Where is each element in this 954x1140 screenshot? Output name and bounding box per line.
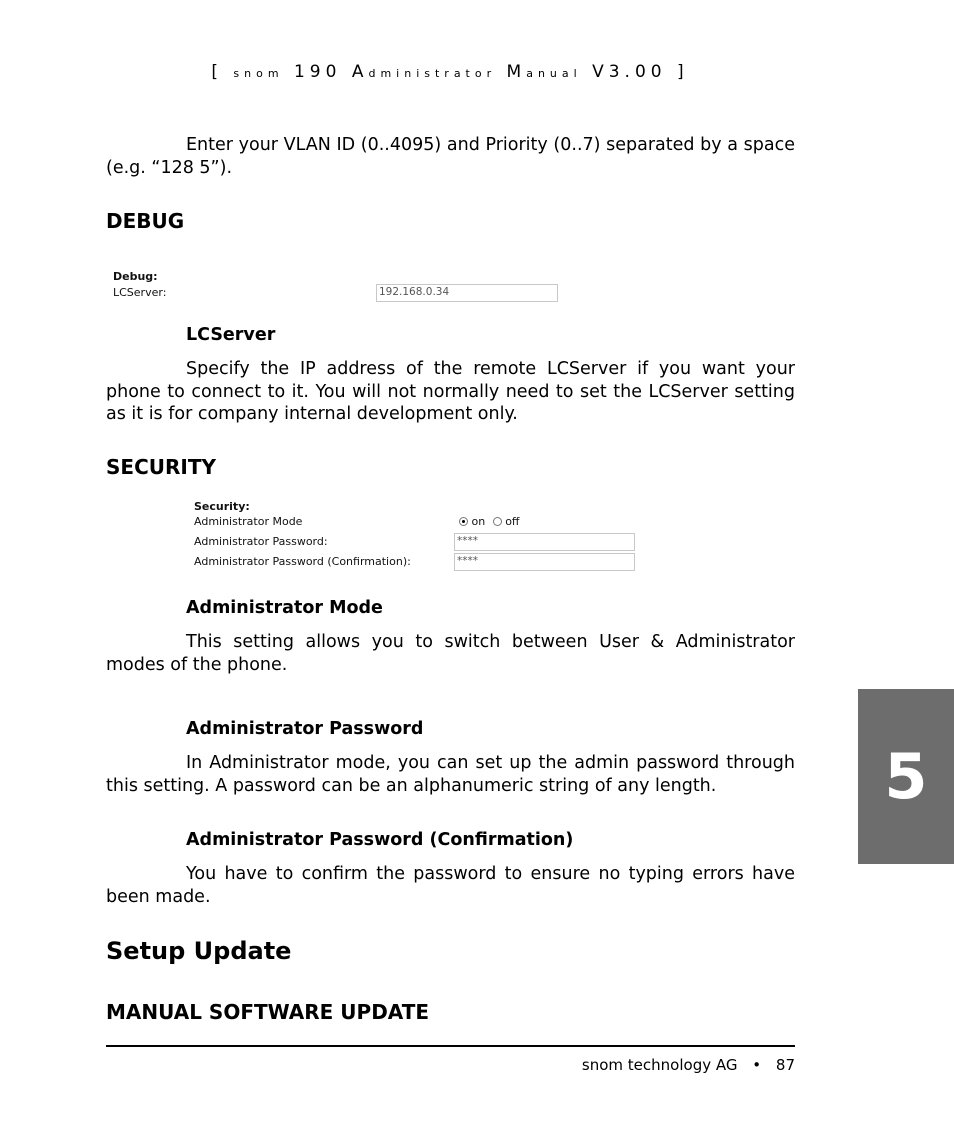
- security-screenshot: [194, 498, 639, 574]
- lcserver-field[interactable]: 192.168.0.34: [376, 284, 558, 302]
- header-version: V3.00: [592, 62, 667, 82]
- page-number: 87: [775, 1056, 795, 1074]
- manual-update-heading: MANUAL SOFTWARE UPDATE: [106, 1000, 430, 1024]
- admin-password-field[interactable]: ****: [454, 533, 635, 551]
- admin-password-heading: Administrator Password: [186, 719, 424, 739]
- admin-confirm-heading: Administrator Password (Confirmation): [186, 830, 574, 850]
- footer-bullet: •: [752, 1056, 762, 1074]
- admin-password-confirm-label: Administrator Password (Confirmation):: [194, 555, 411, 568]
- debug-screenshot: [113, 268, 563, 308]
- header-bracket-close: ]: [676, 62, 689, 82]
- header-word-190: 190: [293, 62, 342, 82]
- header-initial-m: M: [506, 62, 527, 82]
- radio-off-label: off: [505, 515, 520, 528]
- running-header: [0, 62, 900, 82]
- radio-on-icon[interactable]: [459, 517, 468, 526]
- page-footer: [106, 1056, 795, 1074]
- admin-mode-radios: [459, 515, 520, 528]
- header-word-manual: anual: [526, 67, 582, 80]
- admin-mode-paragraph: This setting allows you to switch between User & Administrator modes of the phone.: [106, 632, 795, 675]
- radio-off-icon[interactable]: [493, 517, 502, 526]
- header-word-administrator: dministrator: [368, 67, 497, 80]
- admin-mode-label: Administrator Mode: [194, 515, 303, 528]
- lcserver-heading: LCServer: [186, 325, 276, 345]
- header-initial-a: A: [351, 62, 369, 82]
- admin-password-paragraph: In Administrator mode, you can set up the admin password through this setting. A password can be an alphanumeric string of any length.: [106, 753, 795, 796]
- debug-shot-title: Debug:: [113, 270, 158, 283]
- intro-paragraph: Enter your VLAN ID (0..4095) and Priority (0..7) separated by a space (e.g. “128 5”).: [106, 135, 795, 178]
- radio-on-label: on: [471, 515, 486, 528]
- footer-rule: [106, 1045, 795, 1047]
- debug-heading: DEBUG: [106, 209, 185, 233]
- admin-password-label: Administrator Password:: [194, 535, 328, 548]
- admin-confirm-paragraph: You have to confirm the password to ensure no typing errors have been made.: [106, 864, 795, 907]
- footer-company: snom technology AG: [581, 1056, 738, 1074]
- setup-update-heading: Setup Update: [106, 937, 292, 965]
- security-heading: SECURITY: [106, 455, 216, 479]
- chapter-tab: 5: [858, 689, 954, 864]
- lcserver-paragraph: Specify the IP address of the remote LCServer if you want your phone to connect to it. You will not normally need to set the LCServer setting as it is for company internal development only.: [106, 359, 795, 424]
- header-bracket-open: [: [211, 62, 223, 82]
- lcserver-label: LCServer:: [113, 286, 167, 299]
- header-word-snom: snom: [233, 67, 284, 80]
- admin-password-confirm-field[interactable]: ****: [454, 553, 635, 571]
- security-shot-title: Security:: [194, 500, 250, 513]
- admin-mode-heading: Administrator Mode: [186, 598, 383, 618]
